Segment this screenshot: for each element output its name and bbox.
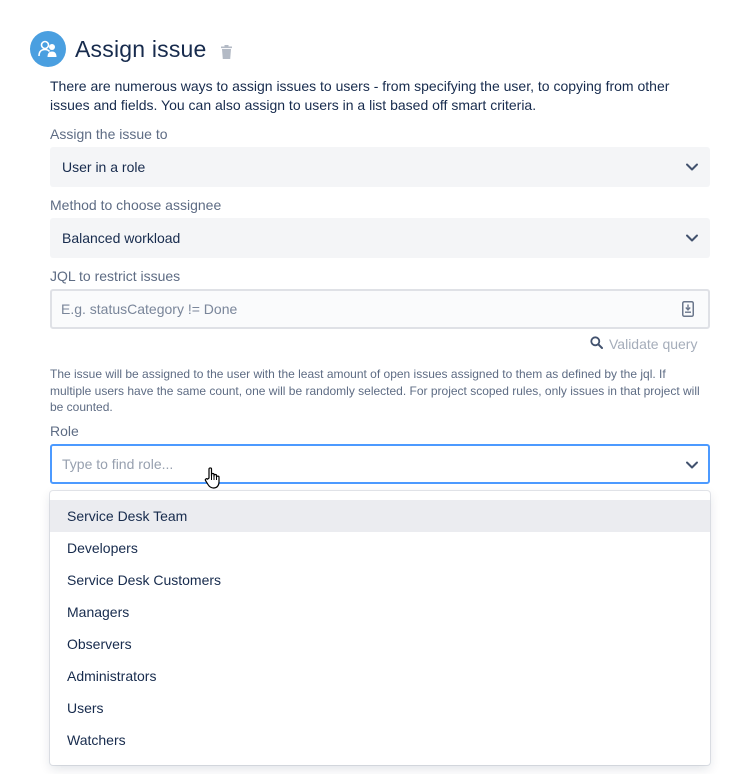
role-option[interactable]: Service Desk Customers: [67, 572, 222, 588]
chevron-down-icon: [684, 457, 700, 478]
document-icon[interactable]: [682, 301, 694, 322]
role-dropdown-menu: [50, 491, 710, 765]
assign-to-label: Assign the issue to: [50, 126, 168, 142]
user-role-icon: [30, 31, 66, 67]
jql-label: JQL to restrict issues: [50, 268, 181, 284]
assign-to-select[interactable]: [50, 147, 710, 187]
role-select[interactable]: [50, 444, 710, 484]
rule-description: There are numerous ways to assign issues to users - from specifying the user, to copying from other issues and fields. You can also assign to users in a list based off smart criteria.: [50, 78, 670, 113]
role-option[interactable]: Observers: [67, 636, 132, 652]
helper-text: The issue will be assigned to the user with the least amount of open issues assigned to them as defined by the jql. If multiple users have the same count, one will be randomly selected. For project scoped rules, only issues in that project will be counted.: [50, 367, 700, 414]
chevron-down-icon: [684, 230, 700, 249]
hand-cursor-icon: [204, 466, 224, 495]
role-label: Role: [50, 423, 79, 439]
search-icon: [590, 336, 603, 352]
method-value: Balanced workload: [62, 230, 181, 246]
role-option[interactable]: Managers: [67, 604, 130, 620]
role-option[interactable]: Administrators: [67, 668, 157, 684]
jql-input[interactable]: [59, 300, 663, 318]
page-title: Assign issue: [75, 35, 207, 62]
jql-field[interactable]: [50, 289, 710, 329]
validate-query-label: Validate query: [609, 336, 698, 352]
validate-query-button[interactable]: [590, 336, 697, 352]
role-option[interactable]: Users: [67, 700, 104, 716]
role-option[interactable]: Developers: [67, 540, 138, 556]
role-option[interactable]: Service Desk Team: [50, 500, 710, 532]
rule-header: [30, 30, 232, 68]
trash-icon[interactable]: [221, 45, 232, 59]
method-label: Method to choose assignee: [50, 197, 222, 213]
method-select[interactable]: [50, 218, 710, 258]
assign-to-value: User in a role: [62, 159, 146, 175]
role-option[interactable]: Watchers: [67, 732, 126, 748]
chevron-down-icon: [684, 159, 700, 178]
role-search-input[interactable]: [60, 455, 644, 473]
